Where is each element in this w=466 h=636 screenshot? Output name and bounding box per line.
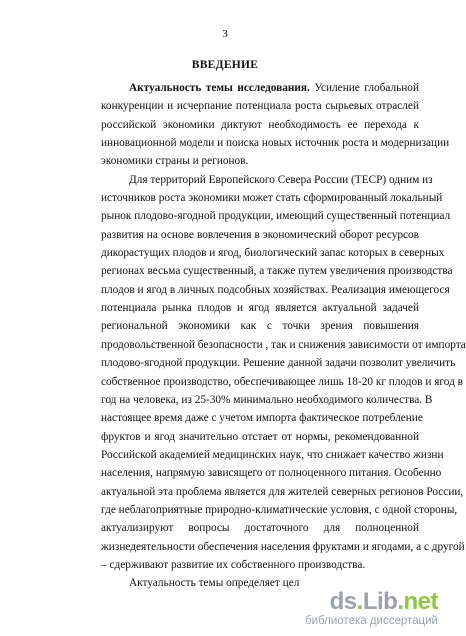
line-text: актуальной эта проблема является для жителей северных регионов России, [101,485,464,498]
line-text: плодово-ягодной продукции. Решение данной задачи позволит увеличить [101,357,456,370]
watermark-subtitle: библиотека диссертаций [305,615,438,627]
text-line [101,556,419,574]
text-line [101,538,465,556]
line-text: – сдерживают развитие их собственного производства. [101,558,366,571]
line-text: населения, напрямую зависящего от полноценного питания. Особенно [101,467,442,480]
line-text: жизнедеятельности обеспечения населения фруктами и ягодами, а с другой [101,540,465,553]
text-line [101,97,419,115]
watermark-logo: ds.Lib.net [329,588,438,615]
line-text: настоящее время даже с учетом импорта фактическое потребление [101,412,423,425]
line-text: фруктов и ягод значительно отстает от нормы, рекомендованной [101,430,419,443]
line-text: Для территорий Европейского Севера России (ТЕСР) одним из [129,173,433,186]
text-line [101,373,463,391]
text-line [101,317,419,335]
line-text: источников роста экономики может стать сформированный локальный [101,192,443,205]
text-line [101,281,450,299]
text-line [101,116,419,134]
text-line [101,134,450,152]
text-line [101,244,445,262]
line-text: регионах весьма существенный, а также путем увеличения производства [101,265,453,278]
line-text: рынок плодово-ягодной продукции, имеющий существенный потенциал [101,210,451,223]
text-line [101,189,443,207]
text-line [101,501,458,519]
line-text: развития на основе вовлечения в экономический оборот ресурсов [101,228,419,241]
line-text: экономики страны и регионов. [101,155,249,168]
line-text: где неблагоприятные природно-климатические условия, с одной стороны, [101,503,458,516]
line-text: год на человека, из 25-30% минимально необходимого количества. В [101,393,433,406]
text-line [101,409,423,427]
text-line [101,428,419,446]
text-line [101,464,442,482]
section-heading: ВВЕДЕНИЕ [191,59,259,71]
text-line [101,262,453,280]
text-line [101,354,456,372]
text-line [101,207,451,225]
line-text: собственное производство, обеспечивающее лишь 18-20 кг плодов и ягод в [101,375,463,388]
text-line [101,152,419,170]
line-text: Актуальность темы определяет цел [129,577,300,590]
line-text: региональной экономики как с точки зрения повышения [101,320,419,333]
line-text: конкуренции и исчерпание потенциала роста сырьевых отраслей [101,100,419,113]
line-text: дикорастущих плодов и ягод, биологический запас которых в северных [101,247,445,260]
line-text: актуализируют вопросы достаточного для полноценной [101,522,419,535]
line-text: плодов и ягод в личных подсобных хозяйствах. Реализация имеющегося [101,283,450,296]
page-number: 3 [222,28,228,40]
line-text: российской экономики диктуют необходимость ее перехода к [101,118,419,131]
watermark [305,590,438,628]
line-text: Российской академией медицинских наук, что снижает качество жизни [101,448,444,461]
text-line [101,226,419,244]
text-line [101,446,444,464]
text-line [101,391,433,409]
text-line [101,483,464,501]
body-text [101,79,466,593]
text-line [101,79,419,97]
line-text: продовольственной безопасности , так и снижения зависимости от импорта [101,338,466,351]
text-line [101,171,433,189]
line-text: Усиление глобальной [309,82,420,94]
text-line [101,299,419,317]
text-line [101,336,466,354]
bold-lead: Актуальность темы исследования. [129,82,310,94]
line-text: потенциала рынка плодов и ягод является актуальной задачей [101,302,419,315]
line-text: инновационной модели и поиска новых источник роста и модернизации [101,137,450,150]
text-line [101,519,419,537]
